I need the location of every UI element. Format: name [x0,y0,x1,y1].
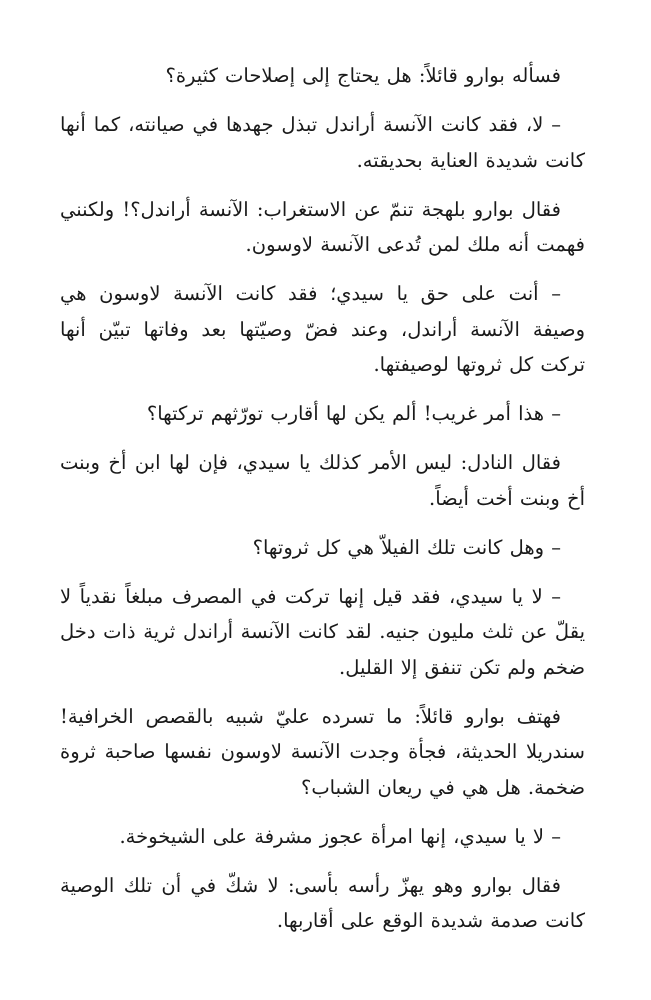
paragraph-4: – أنت على حق يا سيدي؛ فقد كانت الآنسة لاوسون هي وصيفة الآنسة أراندل، وعند فضّ وصيّتها بعد وفاتها تبيّن أنها تركت كل ثروتها لوصيفتها. [60,282,585,376]
paragraph-3: فقال بوارو بلهجة تنمّ عن الاستغراب: الآنسة أراندل؟! ولكنني فهمت أنه ملك لمن تُدعى الآنسة لاوسون. [60,197,585,256]
paragraph-1: فسأله بوارو قائلاً: هل يحتاج إلى إصلاحات كثيرة؟ [165,64,561,87]
paragraph-9: فهتف بوارو قائلاً: ما تسرده عليّ شبيه بالقصص الخرافية! سندريلا الحديثة، فجأة وجدت الآنسة لاوسون نفسها صاحبة ثروة ضخمة. هل هي في ريعان الشباب؟ [60,704,585,799]
paragraph-10: – لا يا سيدي، إنها امرأة عجوز مشرفة على الشيخوخة. [119,824,561,848]
paragraph-7: – وهل كانت تلك الفيلاّ هي كل ثروتها؟ [252,535,561,559]
paragraph-6: فقال النادل: ليس الأمر كذلك يا سيدي، فإن لها ابن أخ وبنت أخ وبنت أخت أيضاً. [60,451,585,510]
paragraph-5: – هذا أمر غريب! ألم يكن لها أقارب تورّثهم تركتها؟ [146,402,561,425]
paragraph-8: – لا يا سيدي، فقد قيل إنها تركت في المصرف مبلغاً نقدياً لا يقلّ عن ثلث مليون جنيه. لقد كانت الآنسة أراندل ثرية ذات دخل ضخم ولم تكن تنفق إلا القليل. [60,584,585,679]
paragraph-2: – لا، فقد كانت الآنسة أراندل تبذل جهدها في صيانته، كما أنها كانت شديدة العناية بحديقته. [60,113,585,172]
paragraph-11: فقال بوارو وهو يهزّ رأسه بأسى: لا شكّ في أن تلك الوصية كانت صدمة شديدة الوقع على أقاربها. [60,873,585,932]
